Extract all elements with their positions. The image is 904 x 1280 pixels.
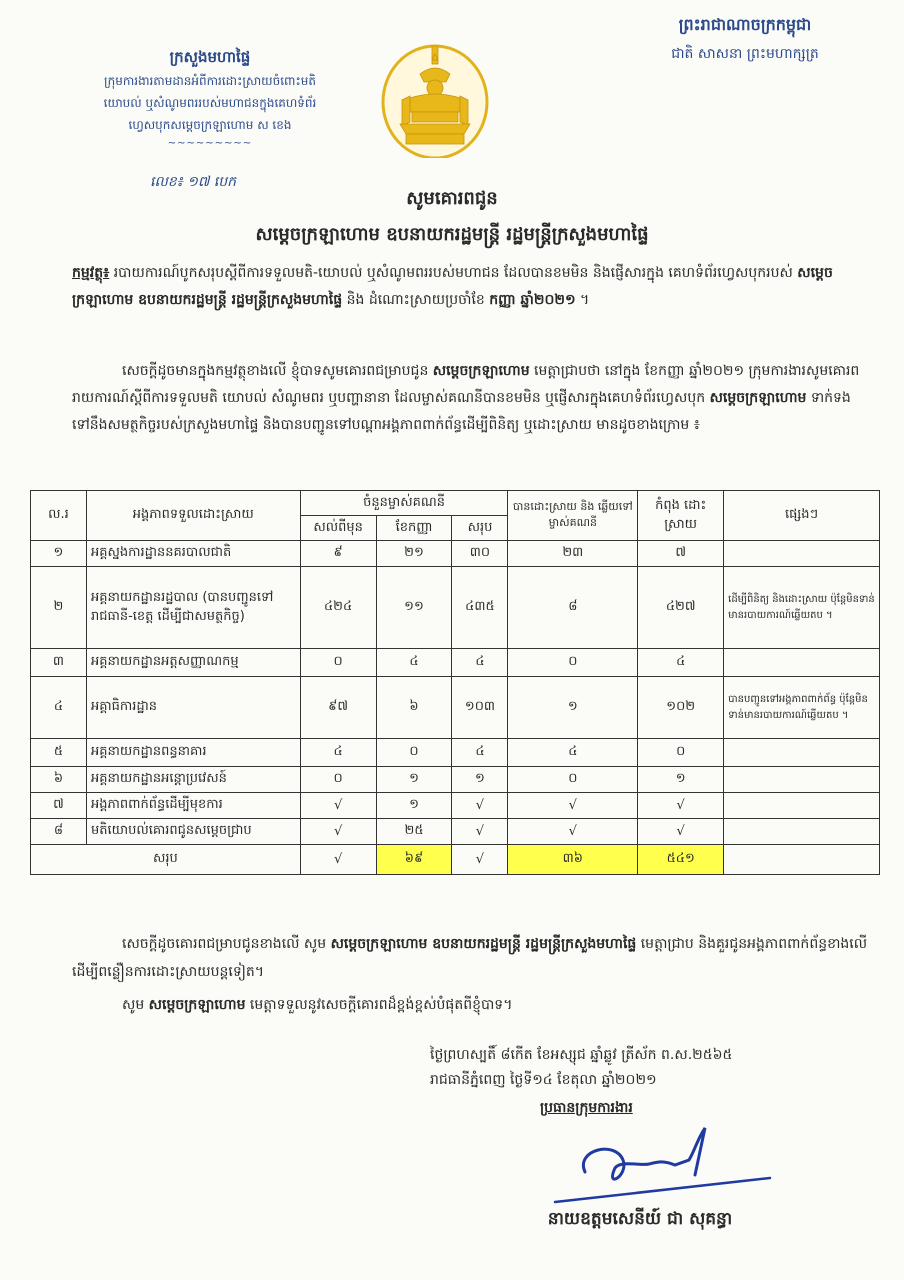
cell-note: បានបញ្ជូនទៅអង្គភាពពាក់ព័ន្ធ ប៉ុន្តែមិនទាន់មានរបាយការណ៍ឆ្លើយតប ។ (724, 677, 880, 739)
cell-total: ៤ (452, 649, 508, 677)
header-unit: អង្គភាពទទួលដោះស្រាយ (86, 491, 300, 541)
cell-resolved: ២៣ (508, 541, 638, 567)
intro-bold-1: សម្តេចក្រឡាហោម (432, 363, 530, 379)
cell-note: ដើម្បីពិនិត្យ និងដោះស្រាយ ប៉ុន្តែមិនទាន់មានរបាយការណ៍ឆ្លើយតប ។ (724, 567, 880, 649)
cell-pending: √ (638, 819, 724, 845)
cell-no: ៤ (31, 677, 87, 739)
sum-prev: √ (300, 845, 376, 875)
sum-note (724, 845, 880, 875)
subject-end: ។ (580, 292, 590, 308)
intro-text-1: សេចក្តីដូចមានក្នុងកម្មវត្ថុខាងលើ ខ្ញុំបាទសូមគោរពជម្រាបជូន (122, 363, 429, 379)
subject-text-2: និង ដំណោះស្រាយប្រចាំខែ (346, 292, 485, 308)
cell-total: √ (452, 793, 508, 819)
cell-resolved: ១ (508, 677, 638, 739)
sum-label: សរុប (31, 845, 301, 875)
header-no: ល.រ (31, 491, 87, 541)
intro-paragraph (72, 358, 862, 439)
cell-unit: អគ្គនាយកដ្ឋានអន្តោប្រវេសន៍ (86, 767, 300, 793)
signer-name: នាយឧត្តមសេនីយ៍ ជា សុគន្ធា (547, 1209, 733, 1229)
header-pending: កំពុង ដោះស្រាយ (638, 491, 724, 541)
cell-note (724, 767, 880, 793)
cell-total: ១ (452, 767, 508, 793)
signature (545, 1120, 775, 1210)
cell-note (724, 793, 880, 819)
greeting: សូមគោរពជូន (406, 188, 498, 209)
cell-note (724, 649, 880, 677)
cell-resolved: ០ (508, 649, 638, 677)
respect-text-2: មេត្តាទទួលនូវសេចក្តីគោរពដ៏ខ្ពង់ខ្ពស់បំផុតពីខ្ញុំបាទ។ (249, 997, 513, 1013)
cell-pending: ១០២ (638, 677, 724, 739)
closing-bold: សម្តេចក្រឡាហោម ឧបនាយករដ្ឋមន្ត្រី រដ្ឋមន្ត្រីក្រសួងមហាផ្ទៃ (330, 936, 637, 952)
table-row (31, 567, 880, 649)
cell-no: ៨ (31, 819, 87, 845)
cell-pending: ០ (638, 739, 724, 767)
table-header-row (31, 491, 880, 516)
chief-title: ប្រធានក្រុមការងារ (540, 1100, 633, 1116)
royal-emblem-icon (380, 40, 490, 158)
closing-text-1: សេចក្តីដូចគោរពជម្រាបជូនខាងលើ សូម (122, 936, 327, 952)
cell-no: ២ (31, 567, 87, 649)
subject-text-1: របាយការណ៍បូកសរុបស្តីពីការទទួលមតិ-យោបល់ ឬសំណូមពររបស់មហាជន ដែលបានខមមិន និងផ្ញើសារក្នុង គេហទំព័រហ្វេសបុករបស់ (113, 265, 793, 281)
lunar-date: ថ្ងៃព្រហស្បតិ៍ ៨កើត ខែអស្សុជ ឆ្នាំឆ្លូវ ត្រីស័ក ព.ស.២៥៦៥ (430, 1047, 733, 1063)
cell-note (724, 819, 880, 845)
sum-total: √ (452, 845, 508, 875)
subject-month: កញ្ញា ឆ្នាំ២០២១ (489, 292, 576, 308)
cell-pending: √ (638, 793, 724, 819)
cell-total: ១០៣ (452, 677, 508, 739)
ministry-header (60, 48, 360, 149)
cell-no: ៥ (31, 739, 87, 767)
cell-no: ៧ (31, 793, 87, 819)
cell-unit: អង្គភាពពាក់ព័ន្ធដើម្បីមុខការ (86, 793, 300, 819)
cell-month: ១ (376, 793, 452, 819)
closing-paragraph (72, 930, 872, 986)
kingdom-header (600, 14, 890, 65)
cell-month: ២៥ (376, 819, 452, 845)
header-other: ផ្សេងៗ (724, 491, 880, 541)
cell-prev: √ (300, 793, 376, 819)
cell-unit: អគ្គនាយកដ្ឋានអត្តសញ្ញាណកម្ម (86, 649, 300, 677)
respect-text-1: សូម (122, 997, 145, 1013)
cell-pending: ៧ (638, 541, 724, 567)
cell-pending: ១ (638, 767, 724, 793)
subject-label: កម្មវត្ថុ៖ (72, 265, 110, 281)
cell-total: ៤៣៥ (452, 567, 508, 649)
cell-pending: ៤២៧ (638, 567, 724, 649)
kingdom-title: ព្រះរាជាណាចក្រកម្ពុជា (678, 15, 812, 34)
cell-prev: ០ (300, 649, 376, 677)
table-row (31, 541, 880, 567)
cell-resolved: ០ (508, 767, 638, 793)
intro-bold-2: សម្តេចក្រឡាហោម (709, 390, 807, 406)
cell-prev: ៩ (300, 541, 376, 567)
respect-paragraph (122, 995, 872, 1016)
cell-note (724, 739, 880, 767)
sum-resolved: ៣៦ (508, 845, 638, 875)
reference-number: លេខ៖ ១៧ បេក (150, 174, 237, 190)
subject-paragraph (72, 260, 862, 314)
cell-unit: មតិយោបល់គោរពជូនសម្តេចជ្រាប (86, 819, 300, 845)
cell-no: ៣ (31, 649, 87, 677)
report-table (30, 490, 880, 875)
respect-bold: សម្តេចក្រឡាហោម (148, 997, 246, 1013)
cell-month: ៦ (376, 677, 452, 739)
solar-date: រាជធានីភ្នំពេញ ថ្ងៃទី១៤ ខែតុលា ឆ្នាំ២០២១ (430, 1072, 657, 1088)
header-resolved: បានដោះស្រាយ និង ឆ្លើយទៅម្ចាស់គណនី (508, 491, 638, 541)
cell-resolved: ៤ (508, 739, 638, 767)
sum-pending: ៥៤១ (638, 845, 724, 875)
intro-text-2: មេត្តាជ្រាបថា នៅក្នុង ខែកញ្ញា ឆ្នាំ២០២១ ក្រុមការងារសូមគោរពរាយការណ៍ស្តីពីការទទួលមតិ យោបល់ សំណូមពរ ឬបញ្ហានានា ដែលម្ចាស់គណនីបានខមមិន ឬផ្ញើសារក្នុងគេហទំព័រហ្វេសបុក (72, 363, 860, 406)
header-month: ខែកញ្ញា (376, 516, 452, 541)
header-accounts: ចំនួនម្ចាស់គណនី (300, 491, 508, 516)
ministry-line-1: ក្រុមការងារតាមដានអំពីការដោះស្រាយចំពោះមតិ (104, 74, 316, 88)
cell-prev: ៤២៤ (300, 567, 376, 649)
table-row (31, 819, 880, 845)
kingdom-motto: ជាតិ សាសនា ព្រះមហាក្សត្រ (671, 46, 819, 62)
cell-resolved: ៨ (508, 567, 638, 649)
cell-prev: √ (300, 819, 376, 845)
ministry-line-2: យោបល់ ឬសំណូមពររបស់មហាជនក្នុងគេហទំព័រ (103, 96, 317, 110)
table-row (31, 767, 880, 793)
ministry-title: ក្រសួងមហាផ្ទៃ (169, 48, 251, 66)
ornament-divider: ~~~~~~~~~ (167, 138, 253, 149)
cell-unit: អគ្គាធិការដ្ឋាន (86, 677, 300, 739)
cell-unit: អគ្គស្នងការដ្ឋាននគរបាលជាតិ (86, 541, 300, 567)
cell-month: ១ (376, 767, 452, 793)
cell-no: ១ (31, 541, 87, 567)
cell-prev: ៤ (300, 739, 376, 767)
table-row (31, 739, 880, 767)
cell-pending: ៤ (638, 649, 724, 677)
intro-text-3: ទាក់ទងទៅនឹងសមត្ថកិច្ចរបស់ក្រសួងមហាផ្ទៃ និងបានបញ្ជូនទៅបណ្តាអង្គភាពពាក់ព័ន្ធដើម្បីពិនិត្យ ឬដោះស្រាយ មានដូចខាងក្រោម ៖ (72, 390, 851, 433)
cell-total: ៣០ (452, 541, 508, 567)
cell-month: ២១ (376, 541, 452, 567)
cell-total: ៤ (452, 739, 508, 767)
subject-bold: សម្តេចក្រឡាហោម ឧបនាយករដ្ឋមន្ត្រី រដ្ឋមន្ត្រីក្រសួងមហាផ្ទៃ (72, 265, 833, 308)
sum-month: ៦៩ (376, 845, 452, 875)
recipient: សម្តេចក្រឡាហោម ឧបនាយករដ្ឋមន្ត្រី រដ្ឋមន្ត្រីក្រសួងមហាផ្ទៃ (255, 224, 649, 245)
header-previous: សល់ពីមុន (300, 516, 376, 541)
closing-text-2: មេត្តាជ្រាប និងគួរជូនអង្គភាពពាក់ព័ន្ធខាងលើ ដើម្បីពន្លឿនការដោះស្រាយបន្តទៀត។ (72, 936, 868, 980)
cell-month: ១១ (376, 567, 452, 649)
cell-no: ៦ (31, 767, 87, 793)
table-sum-row (31, 845, 880, 875)
cell-unit: អគ្គនាយកដ្ឋានរដ្ឋបាល (បានបញ្ជូនទៅរាជធានី-ខេត្ត ដើម្បីជាសមត្ថកិច្ច) (86, 567, 300, 649)
cell-prev: ៩៧ (300, 677, 376, 739)
header-total: សរុប (452, 516, 508, 541)
table-row (31, 649, 880, 677)
cell-resolved: √ (508, 793, 638, 819)
table-row (31, 677, 880, 739)
cell-unit: អគ្គនាយកដ្ឋានពន្ធនាគារ (86, 739, 300, 767)
cell-resolved: √ (508, 819, 638, 845)
cell-total: √ (452, 819, 508, 845)
ministry-line-3: ហ្វេសបុកសម្តេចក្រឡាហោម ស ខេង (128, 118, 292, 132)
cell-note (724, 541, 880, 567)
cell-month: ៤ (376, 649, 452, 677)
cell-prev: ០ (300, 767, 376, 793)
table-row (31, 793, 880, 819)
cell-month: ០ (376, 739, 452, 767)
